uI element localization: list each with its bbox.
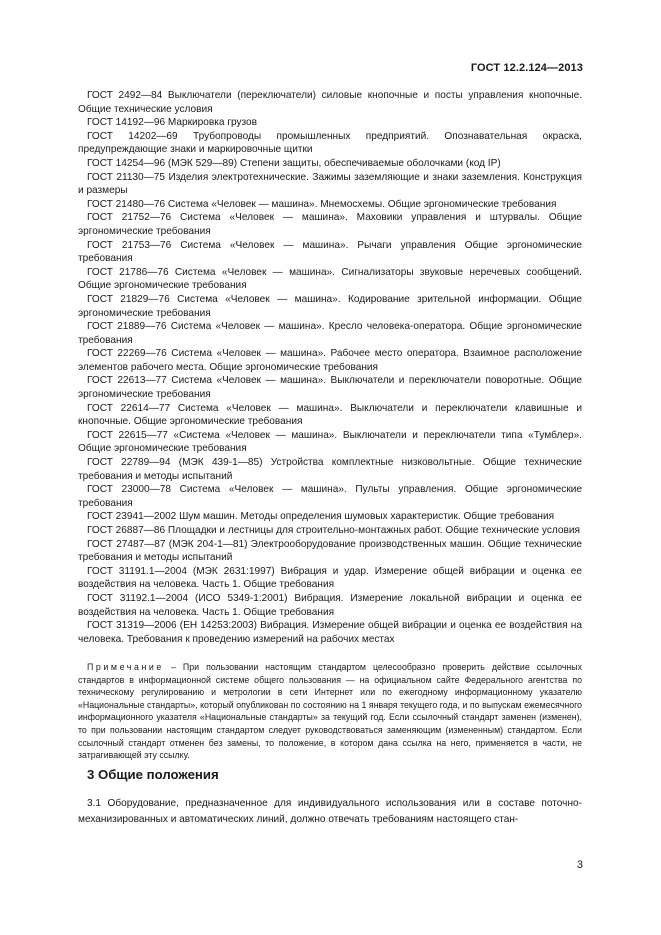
reference-item: ГОСТ 26887—86 Площадки и лестницы для строительно-монтажных работ. Общие технические условия bbox=[87, 525, 580, 536]
note-paragraph bbox=[78, 661, 582, 762]
page-number: 3 bbox=[576, 859, 583, 871]
document-code-header: ГОСТ 12.2.124—2013 bbox=[470, 62, 583, 74]
reference-item: ГОСТ 22615—77 «Система «Человек — машина». Выключатели и переключатели типа «Тумблер». Общие эргономические требования bbox=[78, 429, 582, 455]
reference-item: ГОСТ 21752—76 Система «Человек — машина». Маховики управления и штурвалы. Общие эргономические требования bbox=[78, 212, 582, 237]
section-heading: 3 Общие положения bbox=[87, 767, 219, 782]
reference-item: ГОСТ 22613—77 Система «Человек — машина». Выключатели и переключатели поворотные. Общие эргономические требования bbox=[78, 375, 582, 401]
reference-item: ГОСТ 2492—84 Выключатели (переключатели) силовые кнопочные и посты управления кнопочные. Общие технические условия bbox=[78, 90, 582, 115]
section-paragraph: 3.1 Оборудование, предназначенное для индивидуального использования или в составе поточно-механизированных и автоматических линий, должно отвечать требованиям настоящего стан- bbox=[78, 798, 582, 825]
reference-item: ГОСТ 31191.1—2004 (МЭК 2631:1997) Вибрация и удар. Измерение общей вибрации и оценка ее воздействия на человека. Часть 1. Общие требования bbox=[78, 565, 582, 591]
reference-item: ГОСТ 21786—76 Система «Человек — машина». Сигнализаторы звуковые неречевых сообщений. Общие эргономические требования bbox=[78, 266, 582, 292]
reference-item: ГОСТ 31319—2006 (ЕН 14253:2003) Вибрация. Измерение общей вибрации и оценка ее воздействия на человека. Требования к проведению измерений на рабочих местах bbox=[78, 620, 582, 645]
reference-item: ГОСТ 31192.1—2004 (ИСО 5349-1:2001) Вибрация. Измерение локальной вибрации и оценка ее воздействия на человека. Часть 1. Общие требования bbox=[78, 592, 582, 618]
reference-item: ГОСТ 14192—96 Маркировка грузов bbox=[87, 117, 258, 129]
reference-item: ГОСТ 14254—96 (МЭК 529—89) Степени защиты, обеспечиваемые оболочками (код IP) bbox=[87, 157, 501, 169]
reference-item: ГОСТ 23941—2002 Шум машин. Методы определения шумовых характеристик. Общие требования bbox=[87, 511, 555, 523]
note-text: – При пользовании настоящим стандартом целесообразно проверить действие ссылочных стандартов в информационной системе общего пользования — на официальном сайте Федерального агентства по техническому регулированию и метрологии в сети Интернет или по ежегодному информационному указателю «Национальные стандарты», который опубликован по состоянию на 1 января текущего года, и по выпускам ежемесячного информационного указателя «Национальные стандарты» за текущий год. Если ссылочный стандарт заменен (изменен), то при пользовании настоящим стандартом следует руководствоваться заменяющим (измененным) стандартом. Если ссылочный стандарт отменен без замены, то положение, в котором дана ссылка на него, применяется в части, не затрагивающей эту ссылку. bbox=[78, 662, 582, 761]
reference-item: ГОСТ 21480—76 Система «Человек — машина». Мнемосхемы. Общие эргономические требования bbox=[87, 198, 557, 210]
reference-item: ГОСТ 21130—75 Изделия электротехнические. Зажимы заземляющие и знаки заземления. Конструкция и размеры bbox=[78, 171, 582, 197]
reference-item: ГОСТ 21829—76 Система «Человек — машина». Кодирование зрительной информации. Общие эргономические требования bbox=[78, 293, 582, 319]
reference-item: ГОСТ 22614—77 Система «Человек — машина». Выключатели и переключатели клавишные и кнопочные. Общие эргономические требования bbox=[78, 402, 582, 428]
normative-references-list bbox=[78, 89, 582, 646]
reference-item: ГОСТ 21889—76 Система «Человек — машина». Кресло человека-оператора. Общие эргономические требования bbox=[78, 321, 582, 346]
reference-item: ГОСТ 27487—87 (МЭК 204-1—81) Электрооборудование производственных машин. Общие технические требования и методы испытаний bbox=[78, 538, 582, 564]
reference-item: ГОСТ 22269—76 Система «Человек — машина». Рабочее место оператора. Взаимное расположение элементов рабочего места. Общие эргономические требования bbox=[78, 348, 582, 373]
reference-item: ГОСТ 14202—69 Трубопроводы промышленных предприятий. Опознавательная окраска, предупреждающие знаки и маркировочные щитки bbox=[78, 130, 582, 156]
reference-item: ГОСТ 21753—76 Система «Человек — машина». Рычаги управления Общие эргономические требования bbox=[78, 239, 582, 265]
reference-item: ГОСТ 22789—94 (МЭК 439-1—85) Устройства комплектные низковольтные. Общие технические требования и методы испытаний bbox=[78, 457, 582, 482]
reference-item: ГОСТ 23000—78 Система «Человек — машина». Пульты управления. Общие эргономические требования bbox=[78, 484, 582, 509]
note-label: Примечание bbox=[87, 662, 164, 672]
